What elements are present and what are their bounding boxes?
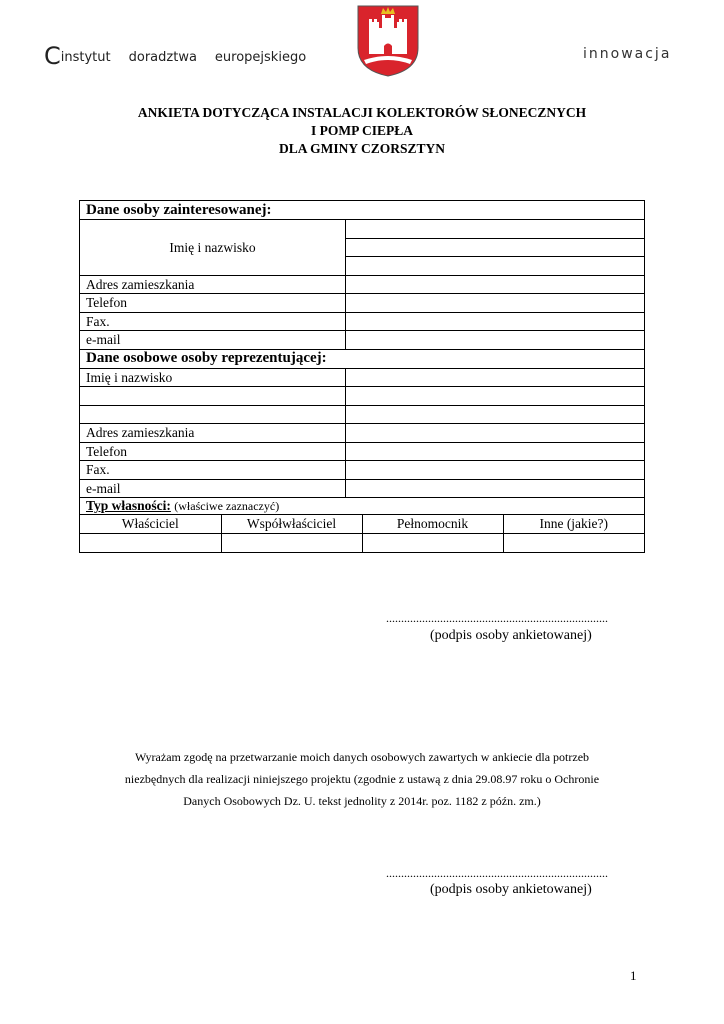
title-line-1: ANKIETA DOTYCZĄCA INSTALACJI KOLEKTORÓW SŁONECZNYCH [137, 105, 587, 120]
logo-word-2: doradztwa [128, 49, 197, 65]
phone-label: Telefon [80, 294, 346, 313]
fax-field[interactable] [346, 312, 645, 331]
address-field[interactable] [346, 275, 645, 294]
page-number: 1 [630, 968, 637, 983]
innowacja-logo: innowacja [583, 46, 672, 62]
title-line-3: DLA GMINY CZORSZTYN [278, 141, 446, 156]
signature-line-2[interactable]: .......................................................................... [386, 866, 608, 880]
name-field-3[interactable] [346, 257, 645, 276]
name-field-2[interactable] [346, 238, 645, 257]
rep-email-label: e-mail [80, 479, 346, 498]
logo-word-1: instytut [60, 49, 111, 65]
rep-name-label: Imię i nazwisko [80, 368, 346, 387]
rep-phone-field[interactable] [346, 442, 645, 461]
rep-fax-field[interactable] [346, 461, 645, 480]
rep-address-label: Adres zamieszkania [80, 424, 346, 443]
phone-field[interactable] [346, 294, 645, 313]
ownership-type-note: (właściwe zaznaczyć) [174, 499, 280, 513]
logo-c-mark: C [44, 42, 61, 70]
checkbox-owner[interactable] [80, 533, 221, 552]
gmina-coat-of-arms-icon [356, 4, 420, 78]
section-representative: Dane osobowe osoby reprezentującej: [80, 349, 645, 368]
checkbox-co-owner[interactable] [221, 533, 362, 552]
rep-fax-label: Fax. [80, 461, 346, 480]
option-owner: Właściciel [80, 515, 221, 533]
checkbox-proxy[interactable] [362, 533, 503, 552]
consent-line-2: niezbędnych dla realizacji niniejszego projektu (zgodnie z ustawą z dnia 29.08.97 roku o Ochronie [124, 772, 600, 786]
rep-name-blank-2[interactable] [80, 405, 346, 424]
signature-line-1[interactable]: .......................................................................... [386, 611, 608, 625]
survey-form-table [79, 200, 645, 553]
ownership-type-label: Typ własności: [86, 498, 171, 513]
rep-name-blank-1[interactable] [80, 387, 346, 406]
rep-name-field-3[interactable] [346, 405, 645, 424]
name-label: Imię i nazwisko [80, 220, 346, 276]
logo-word-3: europejskiego [214, 49, 307, 65]
ownership-options-table [80, 515, 644, 552]
rep-phone-label: Telefon [80, 442, 346, 461]
email-field[interactable] [346, 331, 645, 350]
document-title [0, 104, 724, 158]
option-proxy: Pełnomocnik [362, 515, 503, 533]
fax-label: Fax. [80, 312, 346, 331]
consent-statement [90, 746, 634, 812]
email-label: e-mail [80, 331, 346, 350]
consent-line-1: Wyrażam zgodę na przetwarzanie moich danych osobowych zawartych w ankiecie dla potrzeb [134, 750, 590, 764]
rep-email-field[interactable] [346, 479, 645, 498]
rep-name-field-2[interactable] [346, 387, 645, 406]
option-co-owner: Współwłaściciel [221, 515, 362, 533]
signature-caption-2: (podpis osoby ankietowanej) [430, 882, 592, 897]
signature-caption-1: (podpis osoby ankietowanej) [430, 628, 592, 643]
name-field-1[interactable] [346, 220, 645, 239]
address-label: Adres zamieszkania [80, 275, 346, 294]
option-other: Inne (jakie?) [503, 515, 644, 533]
consent-line-3: Danych Osobowych Dz. U. tekst jednolity z 2014r. poz. 1182 z późn. zm.) [183, 794, 541, 808]
ownership-type-row [80, 498, 645, 515]
ownership-options-container [80, 515, 645, 553]
rep-name-field-1[interactable] [346, 368, 645, 387]
title-line-2: I POMP CIEPŁA [310, 123, 413, 138]
section-interested-person: Dane osoby zainteresowanej: [80, 201, 645, 220]
checkbox-other[interactable] [503, 533, 644, 552]
institute-logo [44, 44, 324, 70]
rep-address-field[interactable] [346, 424, 645, 443]
